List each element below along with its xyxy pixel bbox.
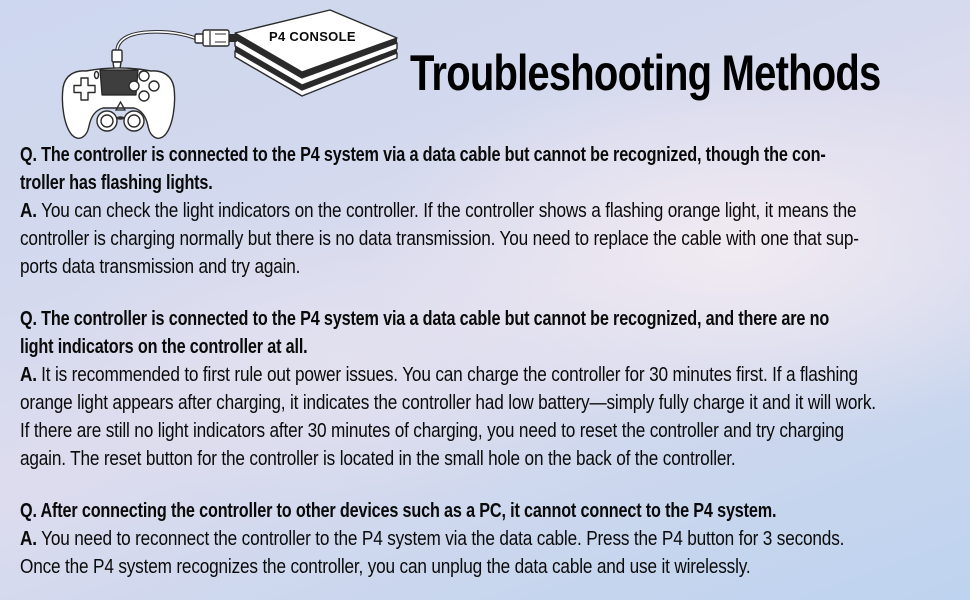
answer-text bbox=[20, 525, 845, 581]
question-text bbox=[20, 141, 826, 197]
question-text bbox=[20, 497, 790, 525]
question-line: Q. The controller is connected to the P4 system via a data cable but cannot be recognized, though the con- bbox=[20, 144, 826, 166]
page-title: Troubleshooting Methods bbox=[410, 45, 881, 101]
answer-prefix: A. bbox=[20, 528, 37, 550]
controller-console-diagram bbox=[55, 5, 415, 145]
answer-line: ports data transmission and try again. bbox=[20, 256, 301, 278]
answer-line bbox=[20, 361, 858, 389]
question-line: light indicators on the controller at all. bbox=[20, 336, 308, 358]
answer-prefix: A. bbox=[20, 200, 37, 222]
answer-prefix: A. bbox=[20, 364, 37, 386]
qa-block-1 bbox=[20, 141, 970, 281]
connection-illustration bbox=[55, 5, 415, 145]
question-line: Q. After connecting the controller to other devices such as a PC, it cannot connect to the P4 system. bbox=[20, 500, 777, 522]
controller-icon bbox=[62, 68, 174, 138]
qa-block-3 bbox=[20, 497, 970, 581]
answer-line bbox=[20, 197, 857, 225]
answer-line-text: You can check the light indicators on the controller. If the controller shows a flashing orange light, it means the bbox=[41, 200, 857, 222]
port-detail bbox=[117, 116, 125, 120]
answer-line: again. The reset button for the controller is located in the small hole on the back of the controller. bbox=[20, 448, 736, 470]
console-icon bbox=[235, 10, 397, 96]
answer-line-text: You need to reconnect the controller to the P4 system via the data cable. Press the P4 button for 3 seconds. bbox=[41, 528, 845, 550]
answer-line: Once the P4 system recognizes the controller, you can unplug the data cable and use it wirelessly. bbox=[20, 556, 751, 578]
answer-line: If there are still no light indicators after 30 minutes of charging, you need to reset the controller and try charging bbox=[20, 420, 844, 442]
qa-content bbox=[20, 141, 970, 600]
question-text bbox=[20, 305, 830, 361]
qa-block-2 bbox=[20, 305, 970, 473]
answer-text bbox=[20, 197, 859, 281]
answer-text bbox=[20, 361, 876, 473]
answer-line: controller is charging normally but there is no data transmission. You need to replace the cable with one that sup- bbox=[20, 228, 859, 250]
question-line: Q. The controller is connected to the P4 system via a data cable but cannot be recognized, and there are no bbox=[20, 308, 830, 330]
question-line: troller has flashing lights. bbox=[20, 172, 213, 194]
answer-line: orange light appears after charging, it indicates the controller had low battery—simply fully charge it and it will work. bbox=[20, 392, 876, 414]
share-button bbox=[95, 72, 99, 79]
usb-cable-icon bbox=[112, 30, 237, 69]
console-label: P4 CONSOLE bbox=[269, 29, 356, 44]
answer-line-text: It is recommended to first rule out power issues. You can charge the controller for 30 minutes first. If a flashing bbox=[41, 364, 858, 386]
answer-line bbox=[20, 525, 845, 553]
